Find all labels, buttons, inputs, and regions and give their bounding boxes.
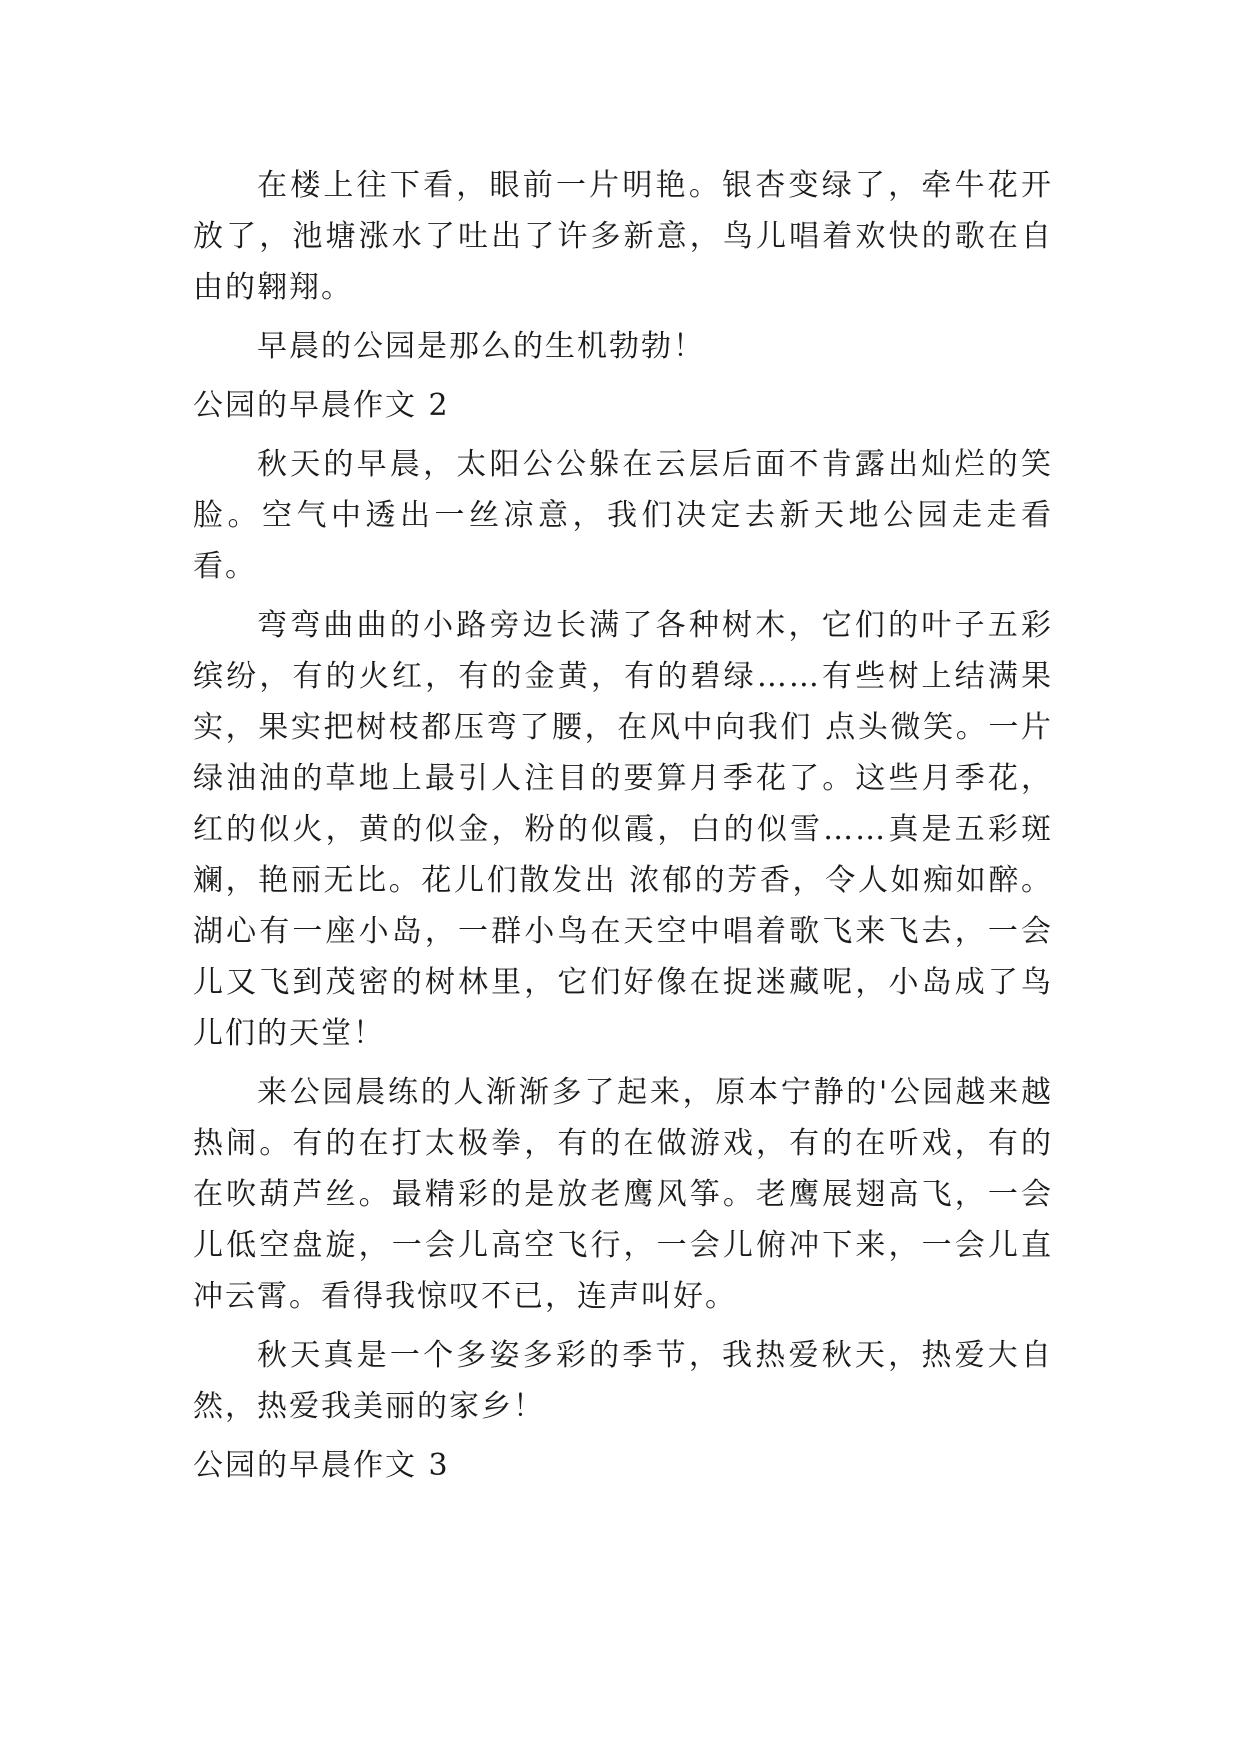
paragraph: 秋天真是一个多姿多彩的季节，我热爱秋天，热爱大自然，热爱我美丽的家乡！ [193, 1338, 1053, 1424]
paragraph: 在楼上往下看，眼前一片明艳。银杏变绿了，牵牛花开放了，池塘涨水了吐出了许多新意，鸟儿唱着欢快的歌在自由的翱翔。 [193, 168, 1053, 305]
paragraph: 来公园晨练的人渐渐多了起来，原本宁静的'公园越来越热闹。有的在打太极拳，有的在做游戏，有的在听戏，有的在吹葫芦丝。最精彩的是放老鹰风筝。老鹰展翅高飞，一会儿低空盘旋，一会儿高空飞行，一会儿俯冲下来，一会儿直冲云霄。看得我惊叹不已，连声叫好。 [193, 1075, 1053, 1314]
paragraph: 秋天的早晨，太阳公公躲在云层后面不肯露出灿烂的笑脸。空气中透出一丝凉意，我们决定去新天地公园走走看看。 [193, 447, 1053, 584]
document-body [193, 160, 1053, 1499]
section-heading: 公园的早晨作文 2 [193, 388, 450, 423]
section-heading: 公园的早晨作文 3 [193, 1448, 450, 1483]
paragraph: 弯弯曲曲的小路旁边长满了各种树木，它们的叶子五彩缤纷，有的火红，有的金黄，有的碧绿……有些树上结满果实，果实把树枝都压弯了腰，在风中向我们 点头微笑。一片绿油油的草地上最引人注目的要算月季花了。这些月季花，红的似火，黄的似金，粉的似霞，白的似雪……真是五彩斑斓，艳丽无比。花儿们散发出 浓郁的芳香，令人如痴如醉。湖心有一座小岛，一群小鸟在天空中唱着歌飞来飞去，一会儿又飞到茂密的树林里，它们好像在捉迷藏呢，小岛成了鸟儿们的天堂！ [193, 608, 1053, 1051]
paragraph: 早晨的公园是那么的生机勃勃！ [257, 329, 705, 364]
